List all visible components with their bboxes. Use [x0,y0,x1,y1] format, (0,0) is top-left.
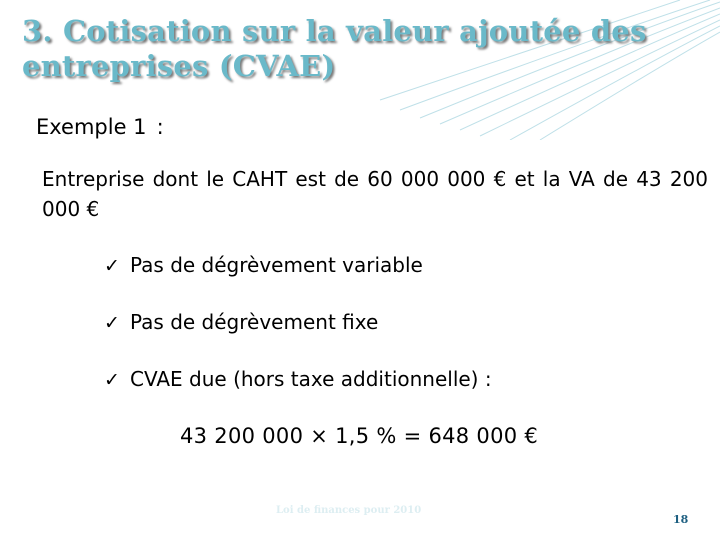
checkmark-icon: ✓ [104,255,120,277]
checkmark-icon: ✓ [104,312,120,334]
example-label: Exemple 1 [36,115,147,139]
bullet-item [104,310,378,334]
slide-title: 3. Cotisation sur la valeur ajoutée des entreprises (CVAE) [22,14,647,83]
page-number: 18 [673,513,689,526]
bullet-strong-text: CVAE due [130,367,227,391]
bullet-text: (hors taxe additionnelle) : [226,367,492,391]
bullet-text: Pas de dégrèvement fixe [130,310,379,334]
bullet-item [104,367,492,391]
calculation-formula: 43 200 000 × 1,5 % = 648 000 € [180,424,539,448]
bullet-text: Pas de dégrèvement variable [130,253,423,277]
example-heading [36,115,164,139]
footer-text: Loi de finances pour 2010 [276,505,422,516]
intro-paragraph: Entreprise dont le CAHT est de 60 000 000 € et la VA de 43 200 000 € [42,167,708,221]
example-colon: : [156,115,164,139]
checkmark-icon: ✓ [104,369,120,391]
bullet-item [104,253,423,277]
